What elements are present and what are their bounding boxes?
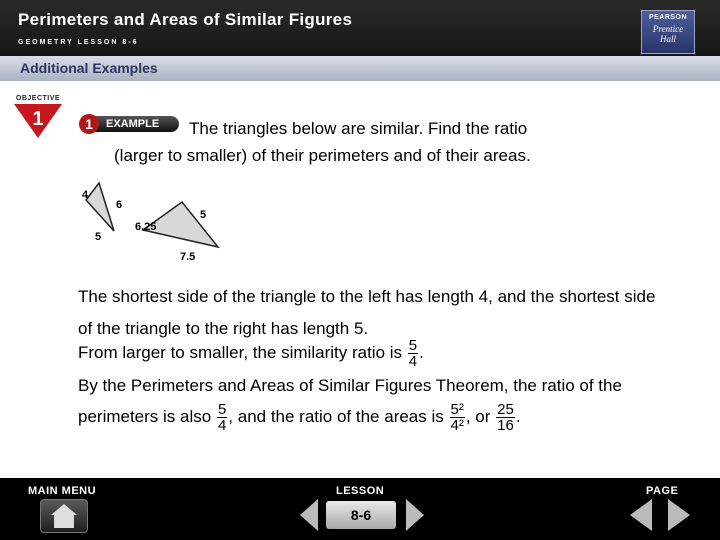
similarity-ratio-line bbox=[78, 338, 424, 369]
large-side-label-7-5: 7.5 bbox=[180, 251, 196, 263]
fraction-denominator: 4 bbox=[408, 353, 418, 370]
objective-number: 1 bbox=[32, 108, 44, 130]
example-badge bbox=[79, 114, 179, 134]
navigation-footer bbox=[0, 478, 720, 540]
main-menu-button[interactable] bbox=[40, 499, 88, 533]
large-side-label-5: 5 bbox=[200, 209, 207, 221]
section-banner bbox=[0, 56, 720, 81]
example-label: EXAMPLE bbox=[89, 116, 179, 132]
area-ratio-fraction bbox=[496, 402, 515, 433]
areas-line bbox=[78, 402, 521, 433]
areas-text: , and the ratio of the areas is bbox=[228, 406, 444, 426]
fraction-numerator: 25 bbox=[497, 401, 514, 418]
fraction-denominator: 4 bbox=[217, 417, 227, 434]
problem-line-1: The triangles below are similar. Find the ratio bbox=[189, 119, 528, 138]
example-number: 1 bbox=[79, 114, 99, 134]
small-side-label-6: 6 bbox=[116, 199, 123, 211]
lesson-number-button[interactable]: 8-6 bbox=[326, 501, 396, 529]
objective-label: OBJECTIVE bbox=[15, 95, 61, 102]
small-side-label-4: 4 bbox=[82, 189, 89, 201]
fraction-denominator: 16 bbox=[497, 417, 514, 434]
logo-line-1: PEARSON bbox=[648, 14, 688, 21]
next-lesson-arrow-icon[interactable] bbox=[406, 499, 424, 531]
main-menu-label: MAIN MENU bbox=[28, 485, 97, 497]
next-page-arrow-icon[interactable] bbox=[668, 499, 690, 531]
large-side-label-6-25: 6.25 bbox=[135, 221, 157, 233]
or-text: , or bbox=[465, 406, 491, 426]
banner-label: Additional Examples bbox=[20, 60, 158, 76]
problem-line-2: (larger to smaller) of their perimeters and of their areas. bbox=[114, 146, 531, 165]
similarity-ratio-text: From larger to smaller, the similarity ratio is bbox=[78, 342, 403, 362]
fraction-numerator: 5 bbox=[408, 337, 418, 354]
area-ratio-squared-fraction bbox=[450, 402, 465, 433]
fraction-numerator: 5² bbox=[450, 401, 464, 418]
small-side-label-5: 5 bbox=[95, 231, 102, 243]
small-triangle bbox=[86, 183, 114, 231]
perimeters-text: perimeters is also bbox=[78, 406, 212, 426]
objective-marker bbox=[12, 95, 64, 145]
logo-line-2: Prentice bbox=[652, 24, 684, 34]
fraction-denominator: 4² bbox=[450, 417, 464, 434]
objective-triangle-icon bbox=[12, 102, 64, 140]
solution-line-2: of the triangle to the right has length 5. bbox=[78, 319, 369, 338]
perimeter-ratio-fraction bbox=[217, 402, 227, 433]
title-bar bbox=[0, 0, 720, 56]
similar-triangles-figure bbox=[74, 180, 234, 265]
page-title: Perimeters and Areas of Similar Figures bbox=[18, 10, 353, 29]
solution-line-1: The shortest side of the triangle to the left has length 4, and the shortest side bbox=[78, 287, 656, 306]
page-label: PAGE bbox=[646, 485, 679, 497]
lesson-label: LESSON bbox=[336, 485, 385, 497]
home-icon bbox=[41, 500, 87, 532]
previous-page-arrow-icon[interactable] bbox=[630, 499, 652, 531]
previous-lesson-arrow-icon[interactable] bbox=[300, 499, 318, 531]
theorem-line: By the Perimeters and Areas of Similar Figures Theorem, the ratio of the bbox=[78, 376, 622, 395]
period: . bbox=[419, 342, 424, 362]
similarity-ratio-fraction bbox=[408, 338, 418, 369]
pearson-logo bbox=[641, 10, 695, 54]
lesson-subtitle: GEOMETRY LESSON 8-6 bbox=[18, 39, 139, 46]
period: . bbox=[515, 406, 521, 426]
fraction-numerator: 5 bbox=[217, 401, 227, 418]
logo-line-3: Hall bbox=[659, 34, 676, 44]
